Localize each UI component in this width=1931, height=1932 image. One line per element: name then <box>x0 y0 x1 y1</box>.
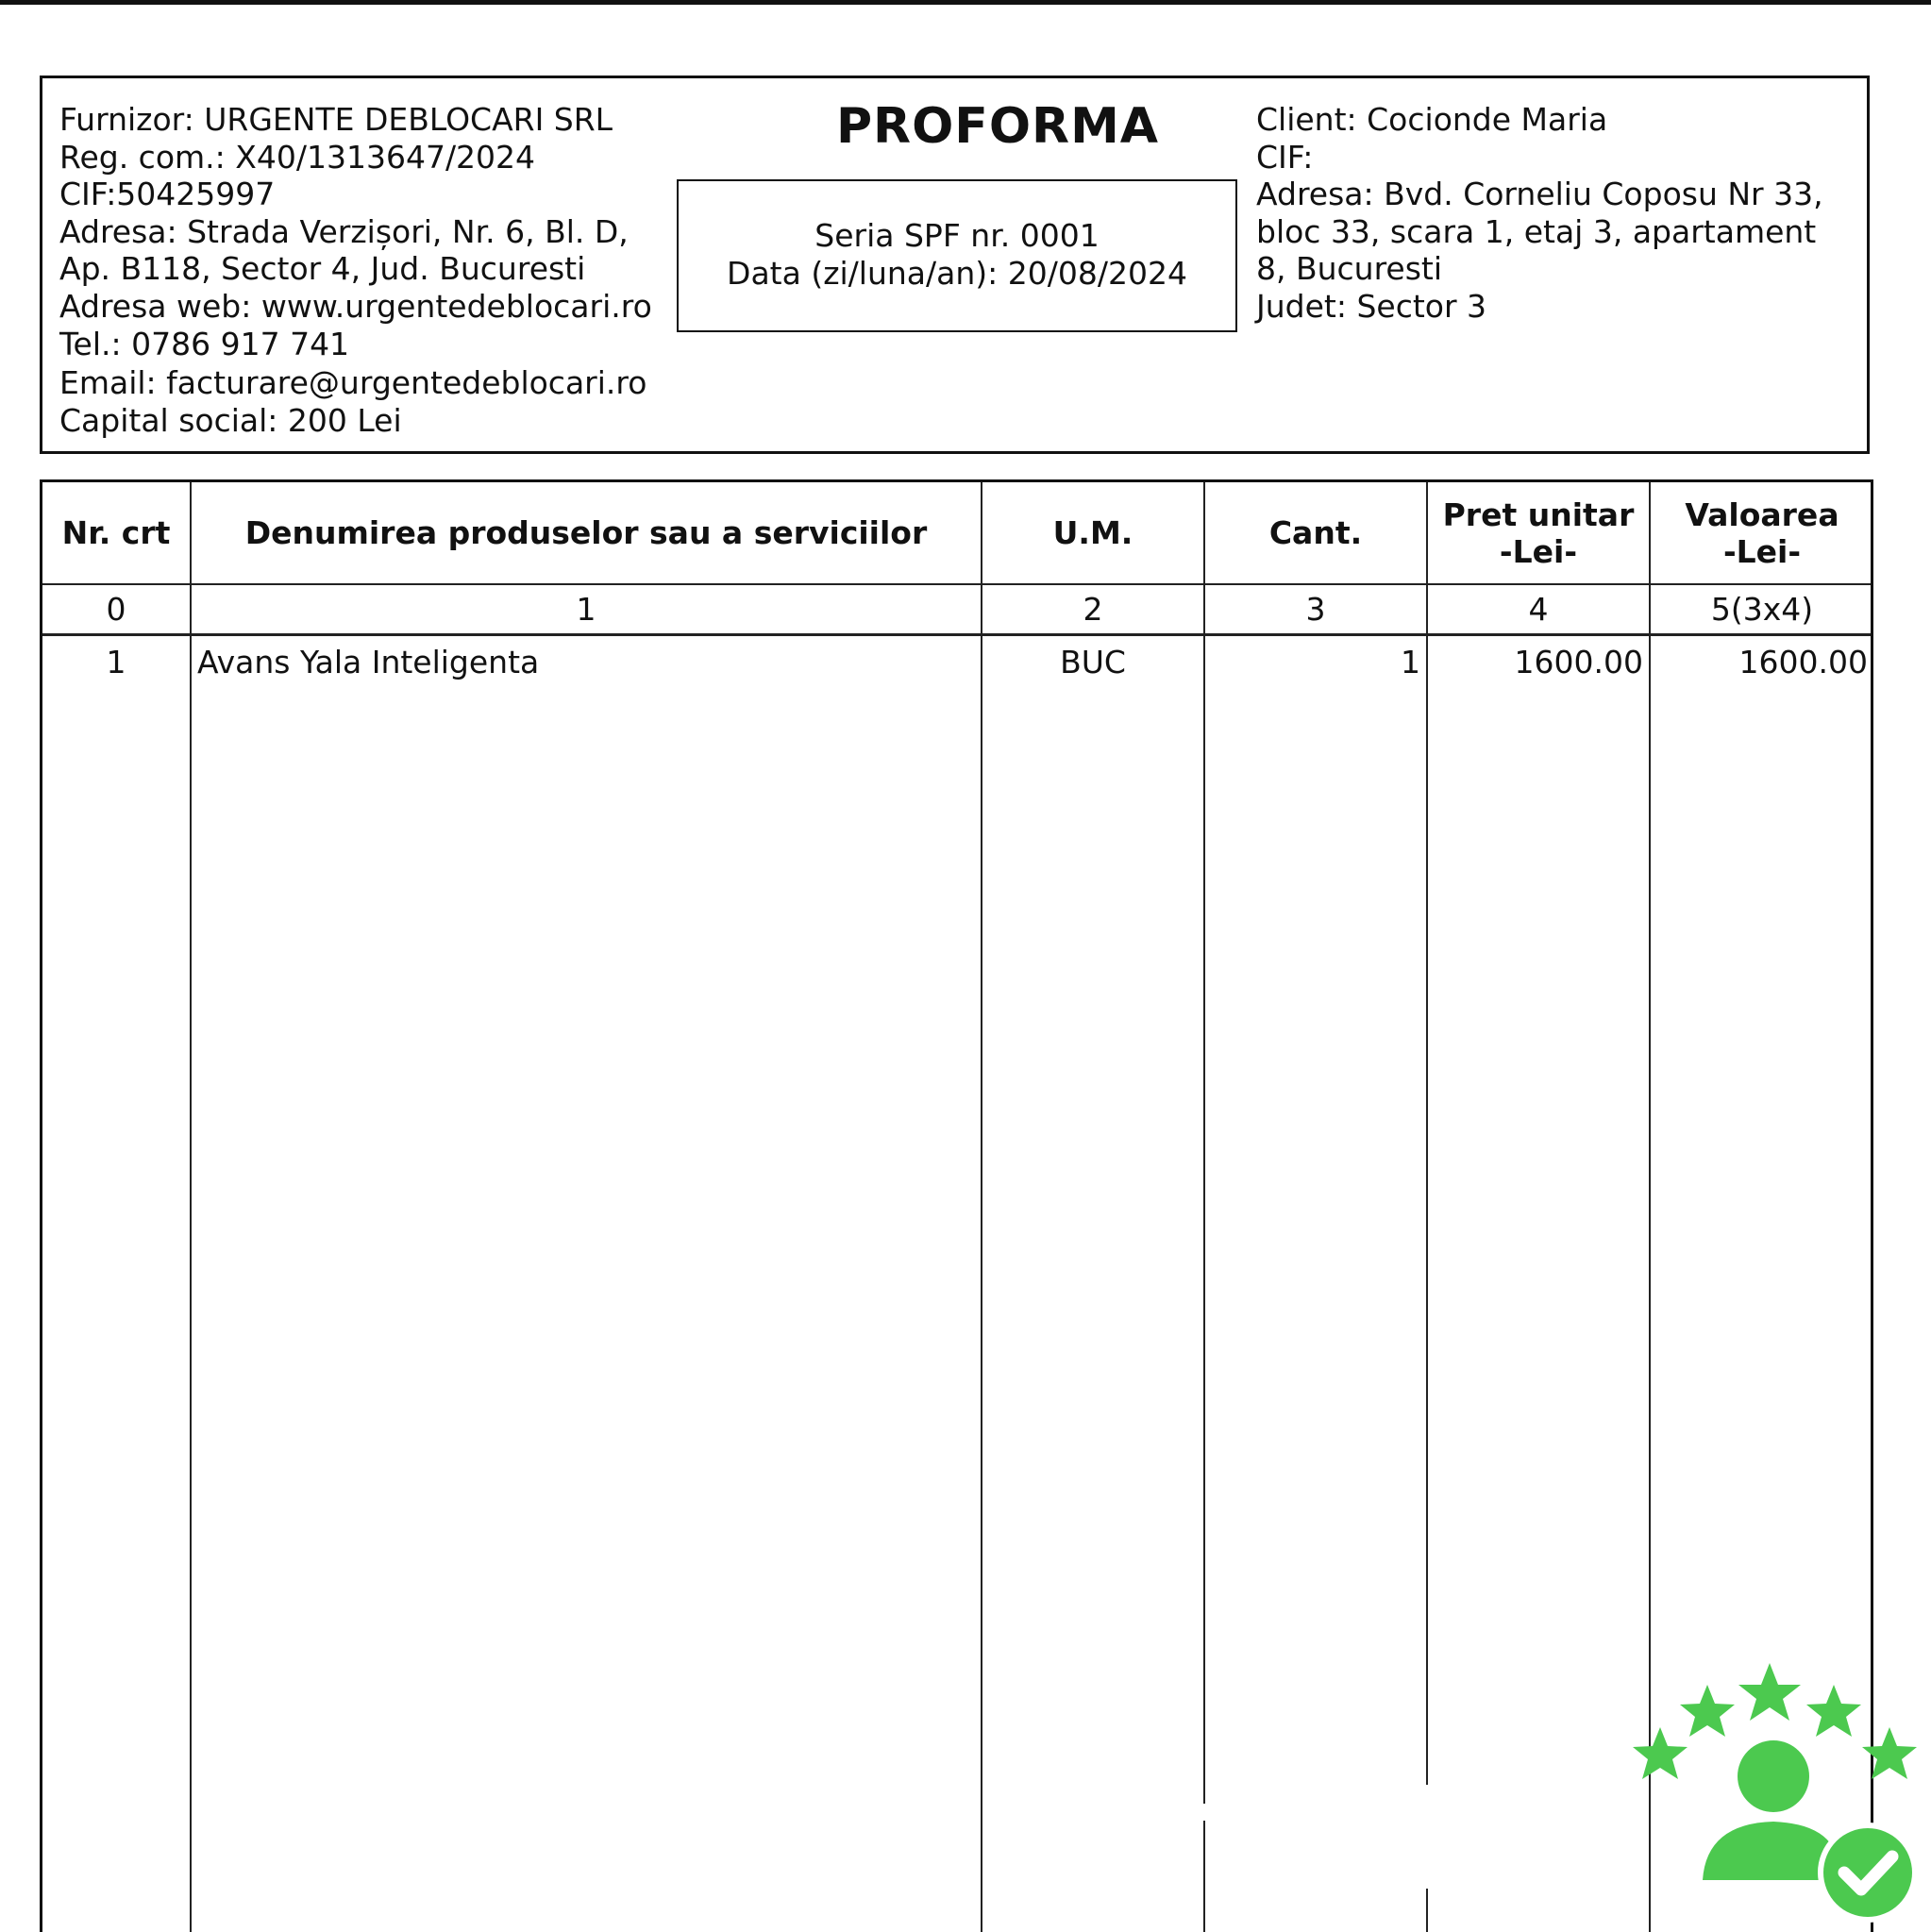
index-row-divider <box>42 633 1871 636</box>
items-table <box>40 479 1873 1932</box>
check-circle-icon <box>1818 1823 1918 1923</box>
column-divider <box>1426 482 1428 1932</box>
column-divider <box>981 482 982 1932</box>
header-product-name: Denumirea produselor sau a serviciilor <box>244 514 928 551</box>
star-icon <box>1862 1727 1917 1779</box>
star-icon <box>1680 1685 1735 1737</box>
column-divider <box>1203 482 1205 1932</box>
supplier-address-line2: Ap. B118, Sector 4, Jud. Bucuresti <box>59 250 586 288</box>
row-nr: 1 <box>106 644 126 680</box>
client-name: Client: Cocionde Maria <box>1256 101 1608 138</box>
document-date: Data (zi/luna/an): 20/08/2024 <box>727 255 1187 292</box>
column-index: 4 <box>1528 591 1549 628</box>
grid-gap <box>1200 1804 1209 1821</box>
column-index: 3 <box>1305 591 1326 628</box>
star-icon <box>1738 1663 1801 1721</box>
invoice-header <box>40 76 1870 454</box>
star-icon <box>1806 1685 1861 1737</box>
header-unit-price <box>1428 482 1649 583</box>
star-icon <box>1633 1727 1688 1779</box>
column-divider <box>190 482 192 1932</box>
header-nr: Nr. crt <box>61 514 171 551</box>
row-unit-price: 1600.00 <box>1514 644 1643 680</box>
header-unit-price-line1: Pret unitar <box>1442 496 1635 533</box>
row-product-name: Avans Yala Inteligenta <box>197 644 540 680</box>
header-value-line2: -Lei- <box>1722 532 1802 570</box>
column-index: 1 <box>576 591 596 628</box>
supplier-capital: Capital social: 200 Lei <box>59 401 402 439</box>
header-value-line1: Valoarea <box>1685 496 1839 533</box>
supplier-address-line1: Adresa: Strada Verzișori, Nr. 6, Bl. D, <box>59 212 629 250</box>
grid-gap <box>1422 1785 1432 1889</box>
supplier-reg: Reg. com.: X40/1313647/2024 <box>59 138 536 176</box>
client-cif: CIF: <box>1256 138 1314 176</box>
header-divider <box>42 583 1871 585</box>
supplier-web: Adresa web: www.urgentedeblocari.ro <box>59 287 652 325</box>
document-title: PROFORMA <box>835 98 1160 155</box>
client-address-line1: Adresa: Bvd. Corneliu Coposu Nr 33, <box>1256 176 1823 213</box>
row-quantity: 1 <box>1401 644 1420 680</box>
client-address-line3: 8, Bucuresti <box>1256 250 1443 288</box>
header-quantity: Cant. <box>1268 514 1363 551</box>
series-number: Seria SPF nr. 0001 <box>814 217 1100 254</box>
row-um: BUC <box>1060 644 1126 680</box>
header-value <box>1651 482 1873 583</box>
supplier-email: Email: facturare@urgentedeblocari.ro <box>59 364 647 402</box>
client-address-line2: bloc 33, scara 1, etaj 3, apartament <box>1256 212 1817 250</box>
column-index: 0 <box>106 591 126 628</box>
verified-customer-icon <box>1625 1654 1927 1932</box>
column-index: 2 <box>1083 591 1103 628</box>
header-um: U.M. <box>1052 514 1133 551</box>
column-index: 5(3x4) <box>1710 591 1814 628</box>
supplier-name: Furnizor: URGENTE DEBLOCARI SRL <box>59 101 613 138</box>
supplier-cif: CIF:50425997 <box>59 176 276 213</box>
header-unit-price-line2: -Lei- <box>1499 532 1578 570</box>
supplier-block <box>59 101 720 439</box>
supplier-phone: Tel.: 0786 917 741 <box>59 325 350 362</box>
row-value: 1600.00 <box>1738 644 1868 680</box>
client-block <box>1256 101 1860 326</box>
client-county: Judet: Sector 3 <box>1256 287 1487 325</box>
series-box <box>677 179 1237 332</box>
top-rule <box>0 0 1931 5</box>
